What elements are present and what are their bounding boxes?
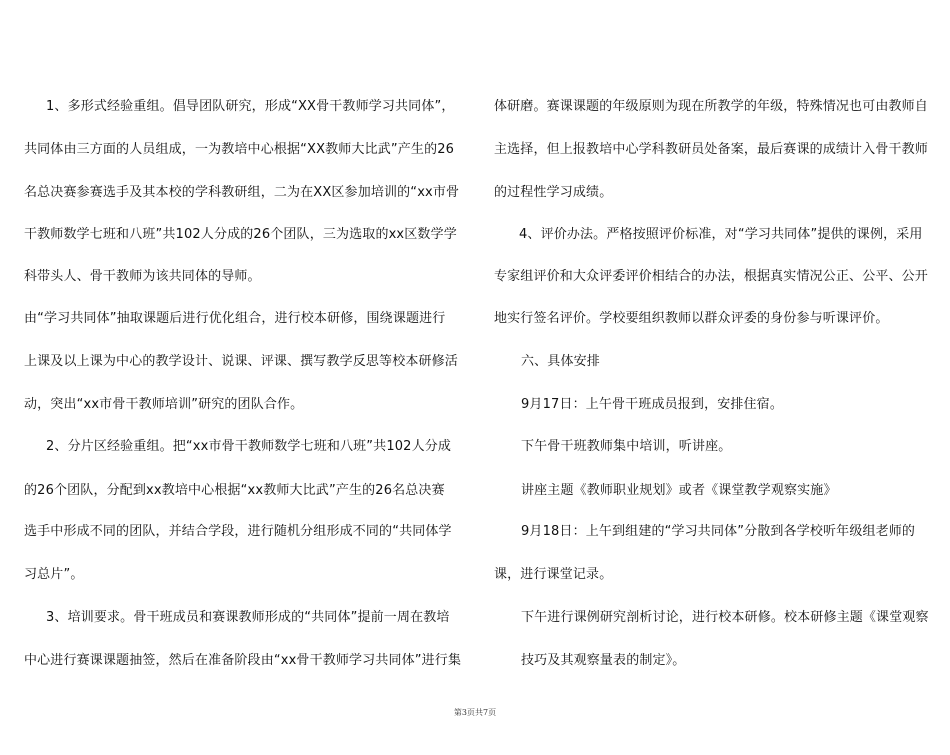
- left-line: 1、多形式经验重组。倡导团队研究，形成“XX骨干教师学习共同体”，: [46, 99, 455, 114]
- right-line: 4、评价办法。严格按照评价标准，对“学习共同体”提供的课例，采用: [519, 227, 923, 242]
- section-heading: 六、具体安排: [521, 354, 600, 369]
- right-line: 下午进行课例研究剖析讨论，进行校本研修。校本研修主题《课堂观察: [521, 610, 929, 625]
- right-line: 下午骨干班教师集中培训，听讲座。: [521, 439, 732, 454]
- right-line: 主选择，但上报教培中心学科教研员处备案，最后赛课的成绩计入骨干教师: [494, 142, 928, 157]
- left-line: 上课及以上课为中心的教学设计、说课、评课、撰写教学反思等校本研修活: [24, 354, 458, 369]
- right-line: 地实行签名评价。学校要组织教师以群众评委的身份参与听课评价。: [494, 311, 889, 326]
- left-line: 名总决赛参赛选手及其本校的学科教研组，二为在XX区参加培训的“xx市骨: [24, 185, 460, 200]
- right-line: 技巧及其观察量表的制定》。: [521, 653, 686, 668]
- page-number-footer: 第3页共7页: [453, 708, 497, 717]
- left-line: 科带头人、骨干教师为该共同体的导师。: [24, 269, 261, 284]
- right-line: 讲座主题《教师职业规划》或者《课堂教学观察实施》: [521, 483, 837, 498]
- left-line: 3、培训要求。骨干班成员和赛课教师形成的“共同体”提前一周在教培: [46, 610, 450, 625]
- right-line: 专家组评价和大众评委评价相结合的办法，根据真实情况公正、公平、公开: [494, 269, 928, 284]
- left-line: 选手中形成不同的团队，并结合学段，进行随机分组形成不同的“共同体学: [24, 524, 452, 539]
- left-line: 中心进行赛课课题抽签，然后在准备阶段由“xx骨干教师学习共同体”进行集: [24, 653, 462, 668]
- right-line: 的过程性学习成绩。: [494, 185, 613, 200]
- left-line: 动，突出“xx市骨干教师培训”研究的团队合作。: [24, 397, 304, 412]
- left-line: 的26个团队，分配到xx教培中心根据“xx教师大比武”产生的26名总决赛: [24, 483, 445, 498]
- right-line: 体研磨。赛课课题的年级原则为现在所教学的年级，特殊情况也可由教师自: [494, 99, 928, 114]
- left-line: 2、分片区经验重组。把“xx市骨干教师数学七班和八班”共102人分成: [46, 439, 452, 454]
- left-line: 共同体由三方面的人员组成，一为教培中心根据“XX教师大比武”产生的26: [24, 142, 455, 157]
- left-line: 干教师数学七班和八班”共102人分成的26个团队，三为选取的xx区数学学: [24, 227, 457, 242]
- right-line: 9月18日：上午到组建的“学习共同体”分散到各学校听年级组老师的: [521, 524, 916, 539]
- right-line: 课，进行课堂记录。: [494, 567, 613, 582]
- left-line: 习总片”。: [24, 567, 84, 582]
- left-line: 由“学习共同体”抽取课题后进行优化组合，进行校本研修，围绕课题进行: [24, 311, 446, 326]
- right-line: 9月17日：上午骨干班成员报到，安排住宿。: [521, 397, 783, 412]
